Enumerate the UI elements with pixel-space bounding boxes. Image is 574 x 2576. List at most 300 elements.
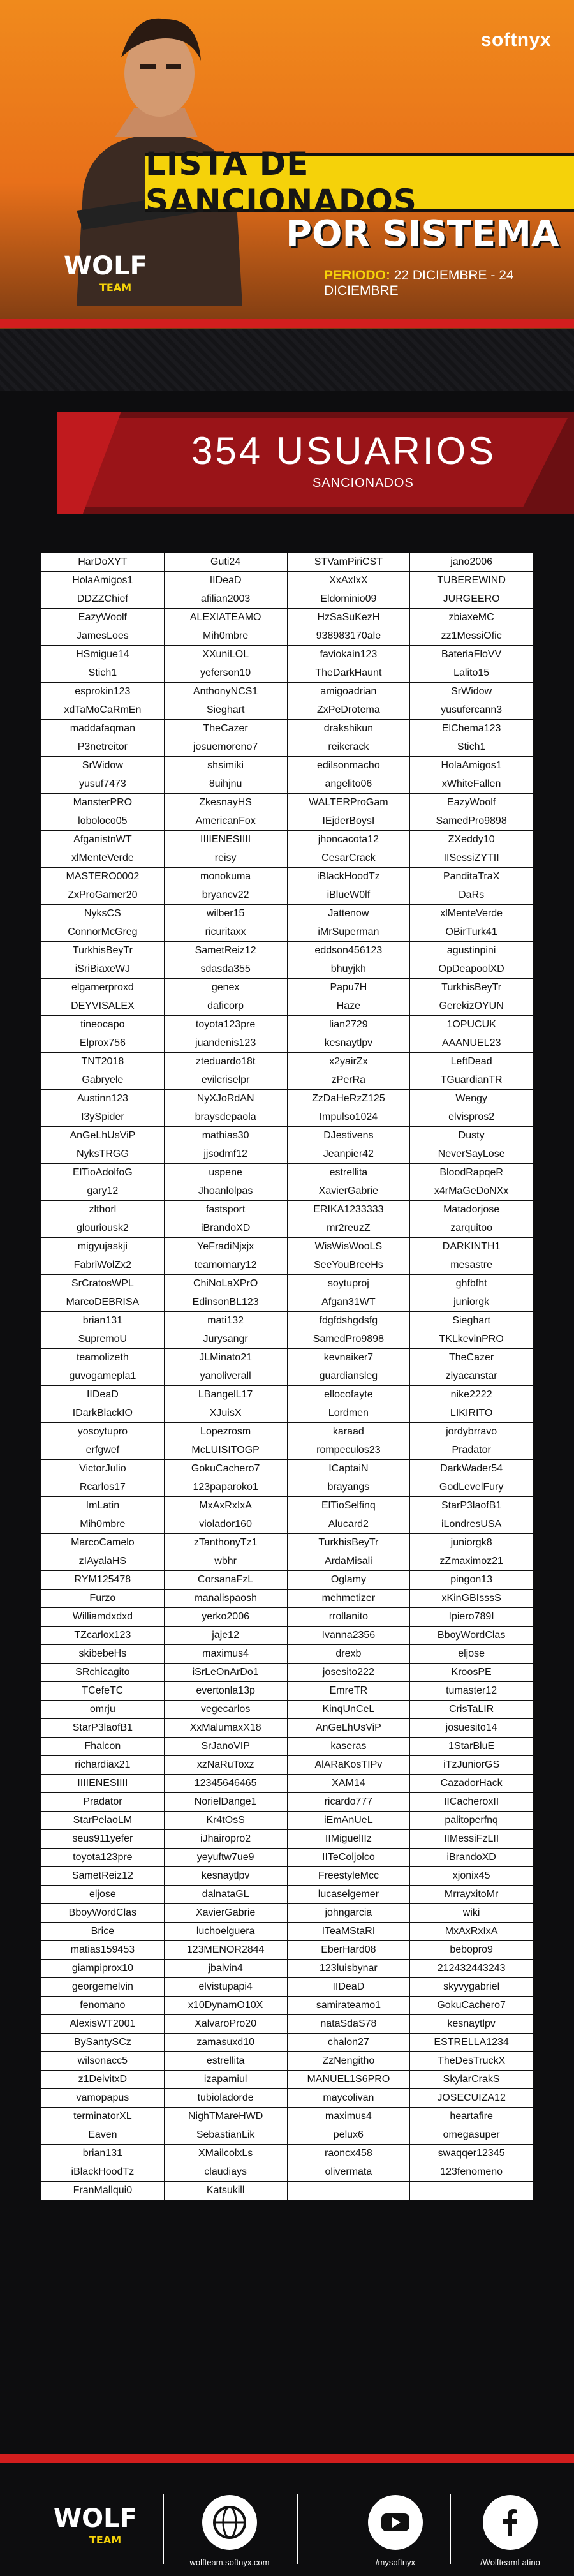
user-cell: LeftDead [410,1053,533,1071]
user-cell: SametReiz12 [41,1867,165,1886]
table-row [41,1756,533,1775]
user-cell: wbhr [164,1552,287,1571]
user-cell: BboyWordClas [410,1627,533,1645]
user-cell: MxAxRxIxA [164,1497,287,1515]
user-cell: bhuyjkh [287,960,410,979]
user-cell: josuesito14 [410,1719,533,1738]
user-cell: swaqqer12345 [410,2145,533,2163]
table-row [41,1145,533,1164]
user-cell: rrollanito [287,1608,410,1627]
user-cell: TUBEREWIND [410,572,533,590]
user-cell: FabriWolZx2 [41,1256,165,1275]
user-cell: iTzJuniorGS [410,1756,533,1775]
user-cell: ElTioSelfinq [287,1497,410,1515]
user-cell: CesarCrack [287,849,410,868]
user-cell: IISessiZYTII [410,849,533,868]
user-cell: TurkhisBeyTr [287,1534,410,1552]
user-cell: STVamPiriCST [287,553,410,572]
user-cell: EmreTR [287,1682,410,1701]
user-cell: 1OPUCUK [410,1016,533,1034]
user-cell: brian131 [41,1312,165,1330]
user-cell: Jurysangr [164,1330,287,1349]
user-cell: guardiansleg [287,1367,410,1386]
user-cell: SamedPro9898 [410,812,533,831]
user-cell: JamesLoes [41,627,165,646]
table-row [41,1478,533,1497]
user-cell: KinqUnCeL [287,1701,410,1719]
user-cell: Sieghart [164,701,287,720]
user-cell: IDarkBlackIO [41,1404,165,1423]
user-cell: Kr4tOsS [164,1812,287,1830]
user-cell: maximus4 [164,1645,287,1664]
table-row [41,923,533,942]
user-cell: kaseras [287,1738,410,1756]
table-row [41,590,533,609]
user-cell: josuemoreno7 [164,738,287,757]
user-cell: kesnaytlpv [410,2015,533,2034]
user-cell: wiki [410,1904,533,1923]
user-cell: agustinpini [410,942,533,960]
user-cell: izapamiul [164,2071,287,2089]
table-row [41,942,533,960]
footer-facebook-link[interactable] [459,2495,561,2567]
user-cell: Jattenow [287,905,410,923]
user-cell: TKLkevinPRO [410,1330,533,1349]
user-cell: AlexisWT2001 [41,2015,165,2034]
user-cell: iBrandoXD [164,1219,287,1238]
user-cell: estrellita [287,1164,410,1182]
user-cell: omrju [41,1701,165,1719]
user-cell: DARKINTH1 [410,1238,533,1256]
globe-icon [202,2495,257,2550]
user-cell: StarP3laofB1 [41,1719,165,1738]
user-cell: Matadorjose [410,1201,533,1219]
user-cell: xjonix45 [410,1867,533,1886]
user-cell: josesito222 [287,1664,410,1682]
user-cell: OBirTurk41 [410,923,533,942]
user-cell: Impulso1024 [287,1108,410,1127]
user-cell: brian131 [41,2145,165,2163]
wolfteam-footer-logo [51,2495,140,2552]
user-cell: xlMenteVerde [410,905,533,923]
header-banner [0,0,574,332]
user-cell: Wengy [410,1090,533,1108]
user-cell: ITeaMStaRI [287,1923,410,1941]
user-cell: eddson456123 [287,942,410,960]
user-cell: zbiaxeMC [410,609,533,627]
table-row [41,646,533,664]
user-cell: PanditaTraX [410,868,533,886]
table-row [41,812,533,831]
user-cell: loboloco05 [41,812,165,831]
user-cell: EberHard08 [287,1941,410,1960]
table-row [41,1978,533,1997]
user-cell: fenomano [41,1997,165,2015]
user-cell: iBlueW0lf [287,886,410,905]
user-cell: IIIIENESIIII [164,831,287,849]
user-cell: kesnaytlpv [287,1034,410,1053]
user-cell: ZzDaHeRzZ125 [287,1090,410,1108]
table-row [41,1682,533,1701]
user-cell: TheDarkHaunt [287,664,410,683]
user-cell: HzSaSuKezH [287,609,410,627]
user-cell: Furzo [41,1590,165,1608]
user-cell: fastsport [164,1201,287,1219]
user-cell: DJestivens [287,1127,410,1145]
user-cell: fdgfdshgdsfg [287,1312,410,1330]
user-cell: iBlackHoodTz [287,868,410,886]
user-cell: x4rMaGeDoNXx [410,1182,533,1201]
user-cell: Gabryele [41,1071,165,1090]
user-cell [410,2182,533,2200]
table-row [41,849,533,868]
footer-youtube-label: /mysoftnyx [375,2557,416,2567]
table-row [41,1552,533,1571]
user-cell: BateriaFloVV [410,646,533,664]
table-row [41,960,533,979]
user-cell: SamedPro9898 [287,1330,410,1349]
user-cell: GokuCachero7 [410,1997,533,2015]
footer-youtube-link[interactable] [344,2495,446,2567]
user-cell: yusufercann3 [410,701,533,720]
user-cell: FranMallqui0 [41,2182,165,2200]
user-cell: seus911yefer [41,1830,165,1849]
user-cell: zZmaximoz21 [410,1552,533,1571]
user-cell: Mih0mbre [164,627,287,646]
user-cell: 12345646465 [164,1775,287,1793]
user-cell: rompeculos23 [287,1441,410,1460]
footer-website-label: wolfteam.softnyx.com [189,2557,270,2567]
user-cell: Lalito15 [410,664,533,683]
user-cell: IITeColjolco [287,1849,410,1867]
user-cell: Fhalcon [41,1738,165,1756]
user-cell: MrrayxitoMr [410,1886,533,1904]
user-cell: gary12 [41,1182,165,1201]
user-cell: brayangs [287,1478,410,1497]
table-row [41,701,533,720]
user-cell: braysdepaola [164,1108,287,1127]
user-cell: YeFradiNjxjx [164,1238,287,1256]
table-row [41,1441,533,1460]
table-row [41,2089,533,2108]
footer-divider [163,2494,164,2564]
table-row [41,1349,533,1367]
footer-divider [450,2494,451,2564]
user-cell: zteduardo18t [164,1053,287,1071]
user-cell: drakshikun [287,720,410,738]
user-cell: 938983170ale [287,627,410,646]
table-row [41,1330,533,1349]
user-cell: jjsodmf12 [164,1145,287,1164]
user-cell: DarkWader54 [410,1460,533,1478]
table-row [41,1034,533,1053]
user-cell: FreestyleMcc [287,1867,410,1886]
user-cell: monokuma [164,868,287,886]
pattern-strip [0,329,574,391]
user-cell: nataSdaS78 [287,2015,410,2034]
table-row [41,1293,533,1312]
user-cell: Jeanpier42 [287,1145,410,1164]
user-cell: z1DeivitxD [41,2071,165,2089]
user-cell: wilber15 [164,905,287,923]
table-row [41,2015,533,2034]
table-row [41,1053,533,1071]
user-cell: amigoadrian [287,683,410,701]
table-row [41,1719,533,1738]
table-row [41,905,533,923]
user-cell: MANUEL1S6PRO [287,2071,410,2089]
user-cell: GodLevelFury [410,1478,533,1497]
user-cell: zlthorl [41,1201,165,1219]
user-cell: Elprox756 [41,1034,165,1053]
user-cell: migyujaskji [41,1238,165,1256]
table-row [41,1627,533,1645]
user-cell: ALEXIATEAMO [164,609,287,627]
user-cell: Afgan31WT [287,1293,410,1312]
user-cell: XalvaroPro20 [164,2015,287,2034]
user-cell: uspene [164,1164,287,1182]
user-cell: AnthonyNCS1 [164,683,287,701]
user-cell: ricardo777 [287,1793,410,1812]
footer-website-link[interactable] [179,2495,281,2567]
user-cell: ZkesnayHS [164,794,287,812]
footer-logo-word: WOLF [54,2504,137,2533]
youtube-icon [368,2495,423,2550]
user-cell: Ivanna2356 [287,1627,410,1645]
user-cell: AnGeLhUsViP [41,1127,165,1145]
user-cell: eljose [41,1886,165,1904]
user-cell: StarP3laofB1 [410,1497,533,1515]
user-cell: TGuardianTR [410,1071,533,1090]
user-cell: BySantySCz [41,2034,165,2052]
user-cell: XAM14 [287,1775,410,1793]
user-cell: TheDesTruckX [410,2052,533,2071]
user-cell: maddafaqman [41,720,165,738]
table-row [41,2071,533,2089]
softnyx-logo-text: softnyx [480,29,551,50]
user-cell: yosoytupro [41,1423,165,1441]
user-cell: JLMinato21 [164,1349,287,1367]
user-cell: Jhoanlolpas [164,1182,287,1201]
user-cell: elvispros2 [410,1108,533,1127]
user-cell: P3netreitor [41,738,165,757]
user-cell: terminatorXL [41,2108,165,2126]
user-cell: zPerRa [287,1071,410,1090]
user-cell: pelux6 [287,2126,410,2145]
user-cell: skyvygabriel [410,1978,533,1997]
user-cell: juniorgk8 [410,1534,533,1552]
table-row [41,1423,533,1441]
user-cell: TurkhisBeyTr [41,942,165,960]
user-cell: CazadorHack [410,1775,533,1793]
user-cell: wilsonacc5 [41,2052,165,2071]
user-cell: SkylarCrakS [410,2071,533,2089]
user-cell: Stich1 [410,738,533,757]
table-row [41,1830,533,1849]
user-cell: jhoncacota12 [287,831,410,849]
user-cell: 123paparoko1 [164,1478,287,1497]
table-row [41,738,533,757]
user-cell: tumaster12 [410,1682,533,1701]
user-cell: ERIKA1233333 [287,1201,410,1219]
table-row [41,1571,533,1590]
user-cell: drexb [287,1645,410,1664]
user-cell: dalnataGL [164,1886,287,1904]
user-cell: XMailcolxLs [164,2145,287,2163]
user-cell: lucaselgemer [287,1886,410,1904]
user-cell: angelito06 [287,775,410,794]
user-cell: ChiNoLaXPrO [164,1275,287,1293]
user-cell: Mih0mbre [41,1515,165,1534]
table-row [41,1812,533,1830]
title-line-2: POR SISTEMA [286,213,559,255]
user-cell: iEmAnUeL [287,1812,410,1830]
user-cell: soytuproj [287,1275,410,1293]
table-row [41,572,533,590]
user-cell: eljose [410,1645,533,1664]
table-row [41,1849,533,1867]
period-value: 22 DICIEMBRE - 24 DICIEMBRE [324,268,514,298]
user-cell: mati132 [164,1312,287,1330]
table-row [41,1090,533,1108]
user-cell: ZxProGamer20 [41,886,165,905]
user-cell: ElTioAdolfoG [41,1164,165,1182]
user-cell: giampiprox10 [41,1960,165,1978]
table-row [41,1867,533,1886]
footer-wolfteam-logo [45,2495,147,2556]
user-cell: SebastianLik [164,2126,287,2145]
user-cell: MarcoCamelo [41,1534,165,1552]
table-row [41,1960,533,1978]
user-cell: 123fenomeno [410,2163,533,2182]
user-cell: ghfbfht [410,1275,533,1293]
user-cell: vamopapus [41,2089,165,2108]
user-cell: toyota123pre [164,1016,287,1034]
table-row [41,609,533,627]
user-cell: estrellita [164,2052,287,2071]
table-row [41,886,533,905]
table-row [41,868,533,886]
table-row [41,1219,533,1238]
user-cell: EdinsonBL123 [164,1293,287,1312]
user-cell: richardiax21 [41,1756,165,1775]
count-subtitle: SANCIONADOS [313,476,414,490]
table-row [41,1367,533,1386]
table-row [41,2108,533,2126]
user-cell: BboyWordClas [41,1904,165,1923]
user-cell: NeverSayLose [410,1145,533,1164]
table-row [41,2182,533,2200]
user-cell: HolaAmigos1 [410,757,533,775]
table-row [41,664,533,683]
table-row [41,1108,533,1127]
user-cell: daficorp [164,997,287,1016]
user-cell: IICacheroxII [410,1793,533,1812]
user-cell: zIAyalaHS [41,1552,165,1571]
user-cell: WALTERProGam [287,794,410,812]
user-cell: Rcarlos17 [41,1478,165,1497]
table-row [41,2126,533,2145]
user-cell [287,2182,410,2200]
user-cell: AmericanFox [164,812,287,831]
user-cell: manalispaosh [164,1590,287,1608]
user-cell: Dusty [410,1127,533,1145]
table-row [41,2034,533,2052]
wolfteam-logo-word: WOLF [64,251,147,281]
period-label: PERIODO: [324,268,390,283]
table-row [41,1071,533,1090]
user-cell: edilsonmacho [287,757,410,775]
user-cell: ZxPeDrotema [287,701,410,720]
user-cell: zz1MessiOfic [410,627,533,646]
user-cell: karaad [287,1423,410,1441]
user-cell: XxAxIxX [287,572,410,590]
user-cell: Pradator [41,1793,165,1812]
user-count [191,429,496,473]
table-row [41,1515,533,1534]
user-cell: SametReiz12 [164,942,287,960]
user-cell: lian2729 [287,1016,410,1034]
user-cell: xlMenteVerde [41,849,165,868]
table-row [41,1664,533,1682]
user-cell: xKinGBIsssS [410,1590,533,1608]
user-cell: xzNaRuToxz [164,1756,287,1775]
table-body [41,553,533,2200]
user-cell: XavierGabrie [164,1904,287,1923]
user-cell: AlARaKosTIPv [287,1756,410,1775]
user-cell: xdTaMoCaRmEn [41,701,165,720]
user-cell: samirateamo1 [287,1997,410,2015]
user-cell: I3ySpider [41,1108,165,1127]
table-row [41,1201,533,1219]
user-cell: IIIIENESIIII [41,1775,165,1793]
user-cell: 212432443243 [410,1960,533,1978]
user-cell: Guti24 [164,553,287,572]
user-cell: XavierGabrie [287,1182,410,1201]
user-cell: ellocofayte [287,1386,410,1404]
user-cell: WisWisWooLS [287,1238,410,1256]
user-count-word: USUARIOS [276,429,497,472]
table-row [41,1275,533,1293]
user-cell: TCefeTC [41,1682,165,1701]
user-cell: 123luisbynar [287,1960,410,1978]
wolfteam-logo-sub: TEAM [99,281,132,294]
user-cell: ZXeddy10 [410,831,533,849]
user-cell: ImLatin [41,1497,165,1515]
footer-facebook-label: /WolfteamLatino [480,2557,540,2567]
user-cell: ICaptaiN [287,1460,410,1478]
user-cell: zTanthonyTz1 [164,1534,287,1552]
user-cell: Austinn123 [41,1090,165,1108]
user-cell: EazyWoolf [41,609,165,627]
user-cell: 1StarBluE [410,1738,533,1756]
table-row [41,1164,533,1182]
user-cell: JOSECUIZA12 [410,2089,533,2108]
table-row [41,1738,533,1756]
user-cell: yeyuftw7ue9 [164,1849,287,1867]
table-row [41,683,533,701]
user-cell: IIMiguelIIz [287,1830,410,1849]
user-cell: JURGEERO [410,590,533,609]
user-cell: MarcoDEBRISA [41,1293,165,1312]
user-cell: MASTERO0002 [41,868,165,886]
table-row [41,979,533,997]
user-cell: esprokin123 [41,683,165,701]
user-cell: erfgwef [41,1441,165,1460]
user-cell: HarDoXYT [41,553,165,572]
user-cell: TheCazer [410,1349,533,1367]
user-cell: HolaAmigos1 [41,572,165,590]
